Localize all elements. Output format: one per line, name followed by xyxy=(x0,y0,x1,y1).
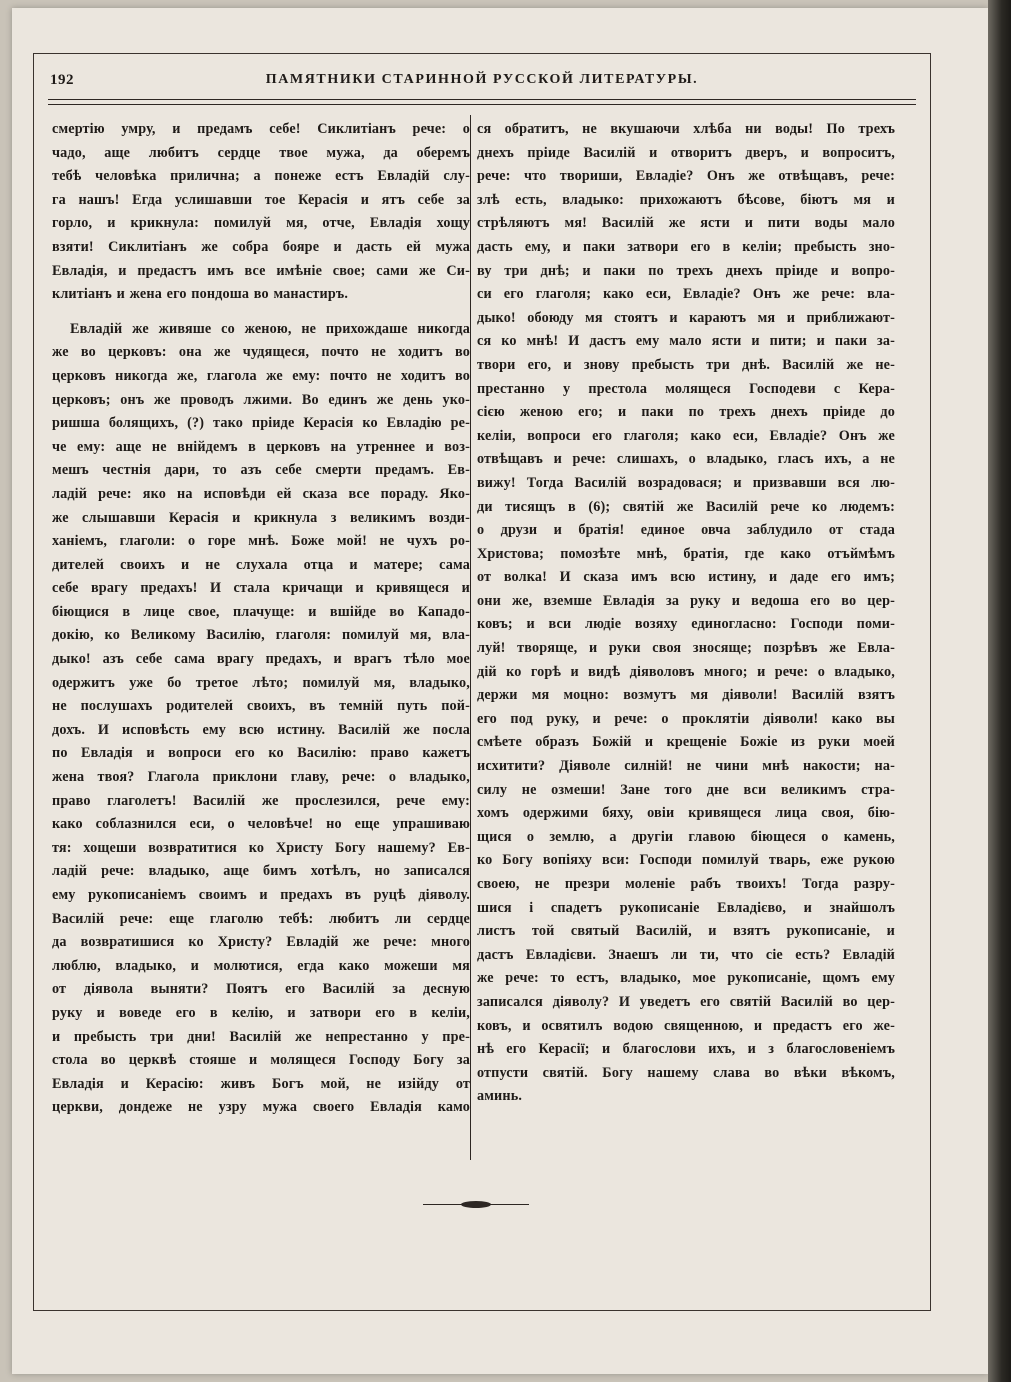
running-title: ПАМЯТНИКИ СТАРИННОЙ РУССКОЙ ЛИТЕРАТУРЫ. xyxy=(265,72,699,87)
text-line: смертію умру, и предамъ себе! Сиклитіанъ рече: о xyxy=(52,121,470,137)
text-line: нѣ его Керасії; и благослови ихъ, и з благословеніемъ xyxy=(477,1041,895,1058)
text-line: дохъ. И исповѣсть ему всю истину. Василій же посла xyxy=(52,721,470,738)
text-line: они же, вземше Евладія за руку и ведоша его во цер- xyxy=(477,592,895,609)
text-line: ди тисящъ в (6); святій же Василій рече ко людемъ: xyxy=(477,498,895,515)
header-rule xyxy=(48,99,916,105)
text-line: Евладій же живяше со женою, не прихождаше никогда xyxy=(70,320,470,337)
text-line: силу не озмеши! Зане того дне вси великимъ стра- xyxy=(477,781,895,798)
text-line: держи мя моцно: возмутъ мя діяволи! Василій взятъ xyxy=(477,687,895,704)
text-line: шися і спадетъ рукописаніе Евладієво, и знайшолъ xyxy=(477,899,895,916)
text-line: тя: хощеши возвратитися ко Христу Богу нашему? Ев- xyxy=(52,839,470,856)
text-line: церковъ; онъ же проводъ лжими. Во единъ же день уко- xyxy=(52,391,470,408)
text-line: же слышавши Керасія и крикнула з великимъ возди- xyxy=(52,509,470,526)
text-line: же во церковъ: она же чудящеся, почто не ходитъ во xyxy=(52,344,470,361)
text-line: келіи, вопроси его глаголя; како еси, Евладіе? Онъ же xyxy=(477,427,895,444)
text-line: же рече: то естъ, владыко, мое рукописаніе, щомъ ему xyxy=(477,970,895,987)
text-line: Евладія, и предастъ имъ все имѣніе свое; сами же Си- xyxy=(52,262,470,279)
right-column xyxy=(477,118,895,1218)
text-line: смѣете образъ Божій и крещеніе Божіе из руки моей xyxy=(477,734,895,751)
text-line: себе врагу предахъ! И стала кричащи и кривящеся и xyxy=(52,580,470,597)
text-line: одержитъ уже бо третое лѣто; помилуй мя, владыко, xyxy=(52,674,470,691)
text-line: его под руку, и рече: о проклятіи діяволи! како вы xyxy=(477,710,895,727)
text-line: не послушахъ родителей своихъ, въ темній путь пой- xyxy=(52,698,470,715)
left-column xyxy=(52,118,470,1218)
text-line: дій ко горѣ и видѣ діяволовъ много; и рече: о владыко, xyxy=(477,663,895,680)
text-line: днехъ пріиде Василій и отворитъ дверъ, и вопроситъ, xyxy=(477,144,895,161)
text-line: клитіанъ и жена его пондоша во манастиръ. xyxy=(52,286,349,303)
text-line: рече: что твориши, Евладіе? Онъ же отвѣщавъ, рече: xyxy=(477,168,895,185)
text-line: от волка! И сказа имъ всю истину, и даде его имъ; xyxy=(477,569,895,586)
text-line: листъ той святый Василій, и взятъ рукописаніе, и xyxy=(477,923,895,940)
text-line: ладій рече: яко на исповѣди ей сказа все пораду. Яко- xyxy=(52,485,470,502)
text-line: ся обратитъ, не вкушаючи хлѣба ни воды! По трехъ xyxy=(477,121,895,137)
text-line: право глаголетъ! Василій же прослезился, рече ему: xyxy=(52,792,470,809)
text-line: тебѣ человѣка прилична; а понеже естъ Евладій слу- xyxy=(52,168,470,185)
text-line: взяти! Сиклитіанъ же собра бояре и дасть ей мужа xyxy=(52,238,470,255)
text-line: луй! творяще, и руки своя зносяще; позрѣвъ же Евла- xyxy=(477,640,895,657)
page-header xyxy=(48,72,916,94)
text-line: отпусти святій. Богу нашему слава во вѣки вѣкомъ, xyxy=(477,1064,895,1081)
text-line: мешъ честнія дари, то азъ себе смерти предамъ. Ев- xyxy=(52,462,470,479)
text-line: вижу! Тогда Василій возрадовася; и призвавши вся лю- xyxy=(477,474,895,491)
text-line: отвѣщавъ и рече: слишахъ, о владыко, гласъ ихъ, а не xyxy=(477,451,895,468)
text-line: дыко! обоюду мя стоятъ и караютъ мя и приближают- xyxy=(477,309,895,326)
text-line: га нашъ! Егда услишавши тое Керасія и ятъ себе за xyxy=(52,191,470,208)
text-line: церкви, дондеже не узру мужа своего Евладія камо xyxy=(52,1099,470,1116)
text-line: чадо, аще любитъ сердце твое мужа, да оберемъ xyxy=(52,144,470,161)
text-line: по Евладія и вопроси его ко Василію: право кажетъ xyxy=(52,745,470,762)
text-line: своею, не презри моленіе рабъ твоихъ! Тогда разру- xyxy=(477,876,895,892)
text-line: Христова; помозѣте мнѣ, братія, где како отъймѣмъ xyxy=(477,545,895,562)
text-line: хомъ одержими бяху, овіи кривящеся лица своя, бію- xyxy=(477,805,895,822)
text-line: ханіемъ, глаголи: о горе мнѣ. Боже мой! не чухъ ро- xyxy=(52,533,470,550)
text-line: и пребысть три дни! Василій же непрестанно у пре- xyxy=(52,1028,470,1045)
text-line: люблю, владыко, и молютися, егда како можеши мя xyxy=(52,957,470,974)
text-line: дителей своихъ и не слухала отца и матере; сама xyxy=(52,556,470,573)
text-line: Василій рече: еще глаголю тебѣ: любитъ ли сердце xyxy=(52,910,470,927)
text-line: руку и воведе его в келію, и затвори его в келіи, xyxy=(52,1004,470,1021)
text-line: престанно у престола молящеся Господеви с Кера- xyxy=(477,380,895,397)
text-line: злѣ есть, владыко: прихожаютъ бѣсове, біютъ мя и xyxy=(477,191,895,208)
text-line: дастъ Евладієви. Знаешъ ли ти, что сіе есть? Евладій xyxy=(477,946,895,963)
text-line: ко Богу вопіяху вси: Господи помилуй тварь, еже рукою xyxy=(477,852,895,869)
text-line: аминь. xyxy=(477,1088,523,1105)
text-line: твори его, и знову пребысть три днѣ. Василій же не- xyxy=(477,356,895,373)
text-line: че ему: аще не внійдемъ в церковъ на утреннее и воз- xyxy=(52,438,470,455)
text-line: церковъ никогда же, глагола же ему: почто не ходитъ во xyxy=(52,367,470,384)
end-ornament xyxy=(423,1201,529,1209)
text-line: записался діяволу? И уведетъ его святій Василій во цер- xyxy=(477,993,895,1010)
text-line: дыко! азъ себе сама врагу предахъ, и врагъ тѣло мое xyxy=(52,651,470,668)
column-divider xyxy=(470,115,471,1160)
text-line: горло, и крикнула: помилуй мя, отче, Евладія хощу xyxy=(52,215,470,232)
text-line: ковъ, и освятилъ водою священною, и предастъ его же- xyxy=(477,1017,895,1034)
text-line: ковъ; и вси людіе возяху единогласно: Господи поми- xyxy=(477,616,895,633)
text-line: да возвратишися ко Христу? Евладій же рече: много xyxy=(52,934,470,951)
text-line: сією женою его; и паки по трехъ днехъ пріиде до xyxy=(477,404,895,421)
text-line: жена твоя? Глагола приклони главу, рече: о владыко, xyxy=(52,769,470,786)
text-line: ему рукописаніемъ своимъ и предахъ въ руцѣ діяволу. xyxy=(52,887,470,903)
text-line: Евладія и Керасію: живъ Богъ мой, не изійду от xyxy=(52,1075,470,1092)
text-line: ся ко мнѣ! И дастъ ему мало ясти и пити; и паки за- xyxy=(477,333,895,350)
text-line: ладій рече: владыко, аще бимъ хотѣлъ, но записался xyxy=(52,863,470,880)
book-spine-shadow xyxy=(988,0,1011,1382)
text-line: стрѣляютъ мя! Василій же ясти и пити воды мало xyxy=(477,215,895,232)
text-line: дасть ему, и паки затвори его в келіи; пребысть зно- xyxy=(477,238,895,255)
text-line: исхитити? Діяволе силній! не чини мнѣ накости; на- xyxy=(477,758,895,775)
text-line: ришша болящихъ, (?) тако пріиде Керасія ко Евладію ре- xyxy=(52,415,470,432)
text-line: докію, ко Великому Василію, глаголя: помилуй мя, вла- xyxy=(52,627,470,644)
page-number: 192 xyxy=(50,72,74,88)
text-line: біющися в лице свое, плачуще: и вшійде во Кападо- xyxy=(52,603,470,620)
text-line: си его глаголя; како еси, Евладіе? Онъ же рече: вла- xyxy=(477,286,895,303)
text-line: стола во церквѣ стояше и молящеся Господу Богу за xyxy=(52,1052,470,1069)
text-line: ву три днѣ; и паки по трехъ днехъ пріиде и вопро- xyxy=(477,262,895,279)
text-line: от діявола выняти? Поятъ его Василій за десную xyxy=(52,981,470,998)
text-line: како соблазнился еси, о человѣче! но еще упрашиваю xyxy=(52,816,470,833)
text-line: о друзи и братія! единое овча заблудило от стада xyxy=(477,522,895,539)
text-line: щися о землю, а другіи главою біющеся о камень, xyxy=(477,828,895,845)
